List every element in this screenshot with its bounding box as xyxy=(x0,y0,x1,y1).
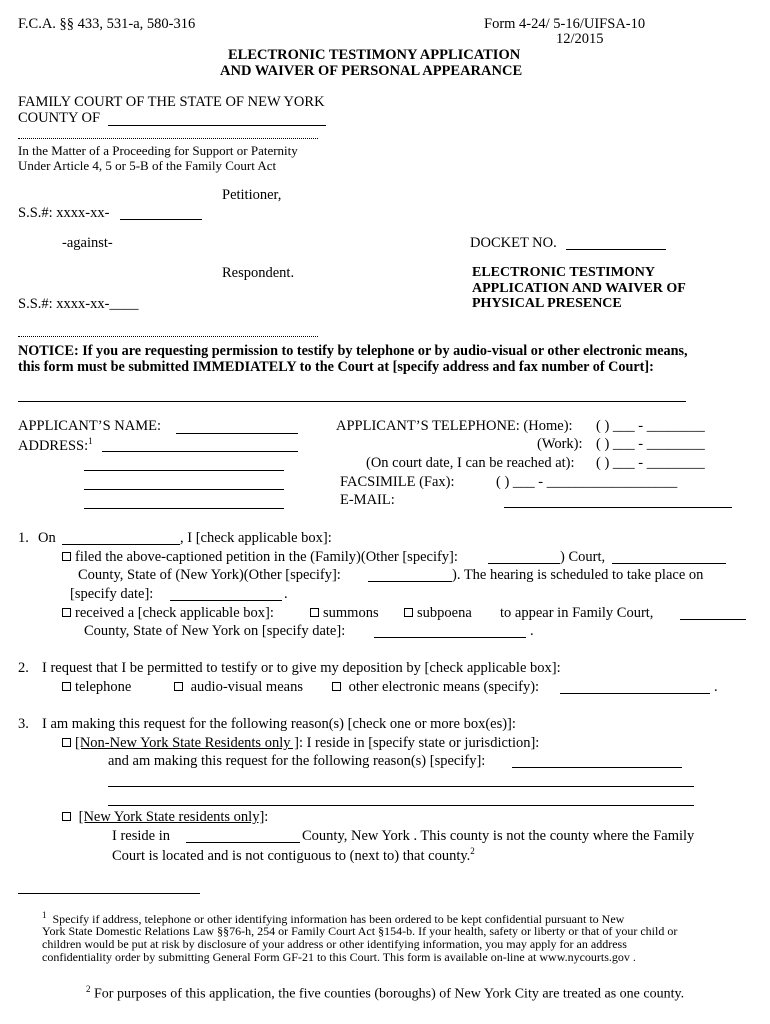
hearing-date-label: [specify date]: xyxy=(70,586,154,602)
applicant-name-field[interactable] xyxy=(176,433,298,434)
filed-county-field[interactable] xyxy=(612,563,726,564)
hearing-period: . xyxy=(284,586,288,602)
footnote-separator xyxy=(18,893,200,894)
side-title-line3: PHYSICAL PRESENCE xyxy=(472,296,622,311)
non-ny-checkbox[interactable] xyxy=(62,738,71,747)
email-label: E-MAIL: xyxy=(340,492,395,508)
matter-line1: In the Matter of a Proceeding for Support or Paternity xyxy=(18,143,298,158)
audio-visual-option xyxy=(174,679,303,696)
subpoena-checkbox[interactable] xyxy=(404,608,413,617)
appear-text: to appear in Family Court, xyxy=(500,605,654,621)
footnote1-line1: Specify if address, telephone or other identifying information has been ordered to be kept confidential pursuant to New xyxy=(52,912,625,926)
received-checkbox[interactable] xyxy=(62,608,71,617)
form-title-line2: AND WAIVER OF PERSONAL APPEARANCE xyxy=(220,63,523,79)
hearing-date-field[interactable] xyxy=(170,600,282,601)
filed-row xyxy=(62,549,458,566)
petitioner-ss-label: S.S.#: xxxx-xx- xyxy=(18,205,110,221)
county-ny-text: County, State of New York on [specify date]: xyxy=(84,623,346,639)
side-title-line1: ELECTRONIC TESTIMONY xyxy=(472,265,655,280)
court-suffix: ) Court, xyxy=(560,549,606,565)
caption-divider xyxy=(18,138,318,139)
telephone-option xyxy=(62,679,131,696)
work-phone-field[interactable]: ( ) ___ - ________ xyxy=(596,436,705,452)
subpoena-label: subpoena xyxy=(417,605,472,621)
ny-county-field[interactable] xyxy=(186,842,300,843)
summons-option xyxy=(310,605,379,622)
reside-in-label: I reside in xyxy=(112,828,170,844)
filed-text: filed the above-captioned petition in the (Family)(Other [specify]: xyxy=(75,549,458,565)
other-court-field[interactable] xyxy=(488,563,560,564)
section3-number: 3. xyxy=(18,716,29,732)
form-title-line1: ELECTRONIC TESTIMONY APPLICATION xyxy=(228,47,521,63)
court-date-phone-label: (On court date, I can be reached at): xyxy=(366,455,575,471)
section3-text: I am making this request for the following reason(s) [check one or more box(es)]: xyxy=(42,716,516,732)
telephone-checkbox[interactable] xyxy=(62,682,71,691)
footnote2-text: For purposes of this application, the five counties (boroughs) of New York City are treated as one county. xyxy=(94,986,685,1002)
address-label: ADDRESS: xyxy=(18,437,89,454)
form-number: Form 4-24/ 5-16/UIFSA-10 xyxy=(484,16,646,32)
other-electronic-label: other electronic means (specify): xyxy=(348,679,540,695)
address-label-wrap xyxy=(18,436,93,455)
footnote1-line2: York State Domestic Relations Law §§76-h, 254 or Family Court Act §154-b. If your health, safety or liberty or that of your child or xyxy=(42,924,678,938)
address-footnote-ref: 1 xyxy=(88,436,93,446)
received-text: received a [check applicable box]: xyxy=(75,605,274,621)
county-state-text: County, State of (New York)(Other [specify]: xyxy=(78,567,341,583)
non-ny-label: [Non-New York State Residents only ] xyxy=(75,735,299,751)
address-field-1[interactable] xyxy=(102,451,298,452)
applicant-name-label: APPLICANT’S NAME: xyxy=(18,418,161,434)
court-located-wrap xyxy=(112,846,475,865)
respondent-ss-label: S.S.#: xxxx-xx-____ xyxy=(18,296,139,312)
county-text: County, New York . This county is not the county where the Family xyxy=(302,828,695,844)
court-address-field[interactable] xyxy=(18,401,686,402)
court-date-phone-field[interactable]: ( ) ___ - ________ xyxy=(596,455,705,471)
filed-checkbox[interactable] xyxy=(62,552,71,561)
court-located-text: Court is located and is not contiguous to (next to) that county. xyxy=(112,847,471,864)
section1-date-field[interactable] xyxy=(62,544,180,545)
footnote1-line4: confidentiality order by submitting General Form GF-21 to this Court. This form is available on-line at www.nycourts.gov . xyxy=(42,950,636,964)
county-field[interactable] xyxy=(108,125,326,126)
summons-label: summons xyxy=(323,605,379,621)
notice-line2: this form must be submitted IMMEDIATELY to the Court at [specify address and fax number of Court]: xyxy=(18,359,654,375)
other-electronic-checkbox[interactable] xyxy=(332,682,341,691)
section2-period: . xyxy=(714,679,718,695)
received-row xyxy=(62,605,274,622)
reason-field-2[interactable] xyxy=(108,786,694,787)
reason-field-3[interactable] xyxy=(108,805,694,806)
subpoena-option xyxy=(404,605,472,622)
other-electronic-field[interactable] xyxy=(560,693,710,694)
ny-resident-label: [New York State residents only] xyxy=(78,809,265,825)
work-phone-label: (Work): xyxy=(537,436,583,452)
county-label: COUNTY OF xyxy=(18,110,101,126)
footnote2-wrap xyxy=(86,984,684,1003)
non-ny-row xyxy=(62,735,539,752)
respondent-label: Respondent. xyxy=(222,265,295,281)
court-footnote-ref: 2 xyxy=(470,846,475,856)
docket-field[interactable] xyxy=(566,249,666,250)
court-name: FAMILY COURT OF THE STATE OF NEW YORK xyxy=(18,94,325,110)
non-ny-text: : I reside in [specify state or jurisdiction]: xyxy=(298,735,540,751)
ny-resident-checkbox[interactable] xyxy=(62,812,71,821)
footnote1-line3: children would be put at risk by disclosure of your address or other identifying information, you may apply for an address xyxy=(42,937,627,951)
email-field[interactable] xyxy=(504,507,732,508)
caption-divider-bottom xyxy=(18,336,318,337)
fax-label: FACSIMILE (Fax): xyxy=(340,474,455,490)
section1-check-intro: , I [check applicable box]: xyxy=(180,530,332,546)
appear-county-field[interactable] xyxy=(680,619,746,620)
section2-text: I request that I be permitted to testify or to give my deposition by [check applicable box]: xyxy=(42,660,561,676)
statute-citation: F.C.A. §§ 433, 531-a, 580-316 xyxy=(18,16,196,32)
fax-field[interactable]: ( ) ___ - __________________ xyxy=(496,474,678,490)
notice-line1: NOTICE: If you are requesting permission to testify by telephone or by audio-visual or other electronic means, xyxy=(18,343,688,359)
ny-row: [New York State residents only]: xyxy=(62,809,268,826)
home-phone-label: APPLICANT’S TELEPHONE: (Home): xyxy=(336,418,573,434)
address-field-2[interactable] xyxy=(84,470,284,471)
against-label: -against- xyxy=(62,235,113,251)
appear-period: . xyxy=(530,623,534,639)
side-title-line2: APPLICATION AND WAIVER OF xyxy=(472,281,686,296)
summons-checkbox[interactable] xyxy=(310,608,319,617)
audio-visual-checkbox[interactable] xyxy=(174,682,183,691)
petitioner-ss-field[interactable] xyxy=(120,219,202,220)
address-field-3[interactable] xyxy=(84,489,284,490)
appear-date-field[interactable] xyxy=(374,637,526,638)
section1-on-label: On xyxy=(38,530,56,546)
address-field-4[interactable] xyxy=(84,508,284,509)
reason-field-1[interactable] xyxy=(512,767,682,768)
audio-visual-label: audio-visual means xyxy=(190,679,303,695)
reason-text: and am making this request for the following reason(s) [specify]: xyxy=(108,753,486,769)
form-date: 12/2015 xyxy=(556,31,604,47)
docket-label: DOCKET NO. xyxy=(470,235,557,251)
matter-line2: Under Article 4, 5 or 5-B of the Family Court Act xyxy=(18,158,277,173)
hearing-text: ). The hearing is scheduled to take place on xyxy=(452,567,704,583)
other-electronic-option xyxy=(332,679,539,696)
other-state-field[interactable] xyxy=(368,581,452,582)
footnote1-mark: 1 xyxy=(42,910,47,920)
footnote2-mark: 2 xyxy=(86,984,91,994)
telephone-label: telephone xyxy=(75,679,132,695)
home-phone-field[interactable]: ( ) ___ - ________ xyxy=(596,418,705,434)
petitioner-label: Petitioner, xyxy=(222,187,282,203)
section2-number: 2. xyxy=(18,660,29,676)
section1-number: 1. xyxy=(18,530,29,546)
